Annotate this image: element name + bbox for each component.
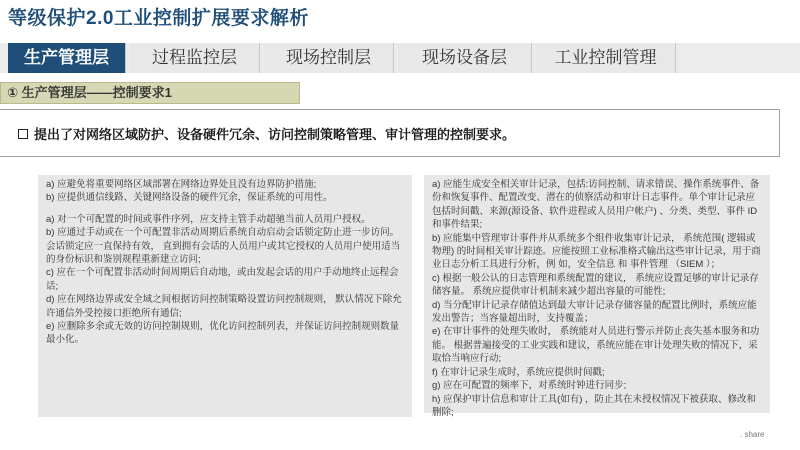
list-item: f) 在审计记录生成时，系统应提供时间戳; [432, 366, 605, 378]
list-item: c) 根据一般公认的日志管理和系统配置的建议， 系统应设置足够的审计记录存储容量。 系统应提供审计机制来减少超出容量的可能性; [432, 272, 759, 298]
tab-industrial-control-management[interactable]: 工业控制管理 [536, 43, 676, 73]
list-item: b) 应通过手动或在一个可配置非活动周期后系统自动启动会话锁定防止进一步访问。 会话锁定应一直保持有效， 直到拥有会话的人员用户或其它授权的人员用户使用适当的身份标识和鉴别规程重新建立访问; [46, 227, 401, 266]
list-item: d) 应在网络边界或安全域之间根据访问控制策略设置访问控制规则， 默认情况下除允许通信外受控接口拒绝所有通信; [46, 294, 402, 319]
list-item: g) 应在可配置的频率下，对系统时钟进行同步; [432, 380, 627, 392]
list-item: d) 当分配审计记录存储值达到最大审计记录存储容量的配置比例时，系统应能发出警告；当容量超出时，支持覆盖； [432, 299, 757, 325]
tab-field-device[interactable]: 现场设备层 [398, 43, 532, 73]
left-requirements-panel [38, 175, 412, 417]
list-item: a) 应避免将重要网络区域部署在网络边界处且没有边界防护措施; [46, 179, 317, 190]
footer-share: . share [740, 430, 765, 439]
list-item: b) 应提供通信线路、关键网络设备的硬件冗余，保证系统的可用性。 [46, 192, 333, 204]
checkbox-square-icon [18, 129, 28, 139]
section-title: ① 生产管理层——控制要求1 [0, 82, 300, 104]
tab-field-control[interactable]: 现场控制层 [264, 43, 394, 73]
list-item: e) 应删除多余或无效的访问控制规则，优化访问控制列表，并保证访问控制规则数量最小化。 [46, 321, 400, 346]
list-item: c) 应在一个可配置非活动时间周期后自动地，或由发起会话的用户手动地终止远程会话; [46, 267, 399, 292]
tab-production-management[interactable]: 生产管理层 [8, 43, 126, 73]
list-item: h) 应保护审计信息和审计工具(如有) ，防止其在未授权情况下被获取、修改和删除; [432, 393, 757, 418]
requirement-text: 提出了对网络区域防护、设备硬件冗余、访问控制策略管理、审计管理的控制要求。 [34, 127, 516, 142]
list-item: b) 应能集中管理审计事件并从系统多个组件收集审计记录， 系统范围( 逻辑或物理) 的时间相关审计踪迹。应能按照工业标准格式输出这些审计记录，用于商业日志分析工具进行分析，例 如，安全信息 和 事件管理 （SIEM ）； [432, 232, 761, 271]
list-item: e) 在审计事件的处理失败时， 系统能对人员进行警示并防止丧失基本服务和功能。 根据普遍接受的工业实践和建议，系统应能在审计处理失败的情况下，采取恰当响应行动; [432, 326, 760, 365]
tab-process-monitoring[interactable]: 过程监控层 [130, 43, 260, 73]
list-item: a) 应能生成安全相关审计记录，包括:访问控制、请求错误、操作系统事件、备份和恢复事件、配置改变、潜在的侦察活动和审计日志事件。单个审计记录应包括时间戳、来源(源设备、软件进程或人员用户帐户) 、分类、类型、事件 ID 和事件结果; [432, 179, 760, 231]
right-requirements-panel [424, 175, 770, 418]
page-title: 等级保护2.0工业控制扩展要求解析 [8, 8, 309, 29]
list-item: a) 对一个可配置的时间或事件序列，应支持主管手动超驰当前人员用户授权。 [46, 213, 371, 225]
